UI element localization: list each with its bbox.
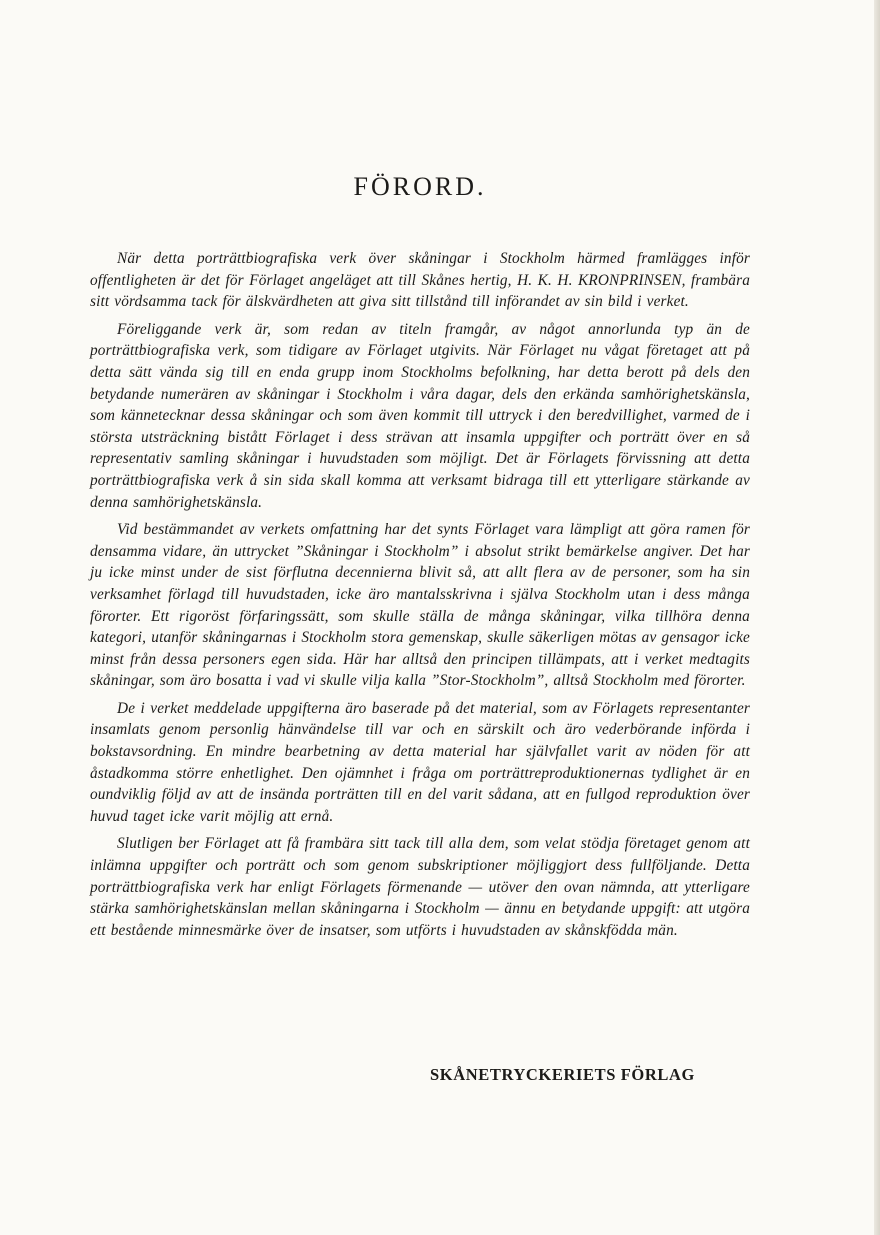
paragraph: De i verket meddelade uppgifterna äro baserade på det material, som av Förlagets representanter insamlats genom personlig hänvändelse till var och en särskilt och äro vederbörande införda i bokstavsordning. En mindre bearbetning av detta material har självfallet varit av nöden för att åstadkomma större enhetlighet. Den ojämnhet i fråga om porträttreproduktionernas tydlighet är en oundviklig följd av att de insända porträtten till en del varit sådana, att en fullgod reproduktion över huvud taget icke varit möjlig att ernå.: [90, 699, 750, 825]
publisher-signature: SKÅNETRYCKERIETS FÖRLAG: [430, 1065, 695, 1084]
paragraph: När detta porträttbiografiska verk över skåningar i Stockholm härmed framlägges inför offentligheten är det för Förlaget angeläget att till Skånes hertig, H. K. H. KRONPRINSEN, frambära sitt vördsamma tack för älskvärdheten att giva sitt tillstånd till införandet av sin bild i verket.: [90, 250, 750, 311]
paragraph: Vid bestämmandet av verkets omfattning har det synts Förlaget vara lämpligt att göra ramen för densamma vidare, än uttrycket ”Skåningar i Stockholm” i absolut strikt bemärkelse angiver. Det har ju icke minst under de sist förflutna decennierna blivit så, att allt flera av de personer, som ha sin verksamhet förlagd till huvudstaden, icke äro mantalsskrivna i själva Stockholm utan i dess många förorter. Ett rigoröst förfaringssätt, som skulle ställa de många skåningar, vilka tillhöra denna kategori, utanför skåningarnas i Stockholm stora gemenskap, skulle säkerligen mötas av gensagor icke minst från dessa personers egen sida. Här har alltså den principen tillämpats, att i verket medtagits skåningar, som äro bosatta i vad vi skulle vilja kalla ”Stor-Stockholm”, alltså Stockholm med förorter.: [90, 521, 750, 690]
paragraph: Föreliggande verk är, som redan av titeln framgår, av något annorlunda typ än de porträttbiografiska verk, som tidigare av Förlaget utgivits. När Förlaget nu vågat företaget att på detta sätt vända sig till en enda grupp inom Stockholms befolkning, har detta berott på dels den betydande numerären av skåningar i Stockholm i våra dagar, dels den erkända samhörighetskänsla, som kännetecknar dessa skåningar och som även kommit till uttryck i den beredvillighet, varmed de i största utsträckning bistått Förlaget i dess strävan att insamla uppgifter och porträtt över en så representativ samling skåningar i huvudstaden som möjligt. Det är Förlagets förvissning att detta porträttbiografiska verk å sin sida skall komma att verksamt bidraga till ett ytterligare stärkande av denna samhörighetskänsla.: [90, 320, 750, 511]
paragraph: Slutligen ber Förlaget att få frambära sitt tack till alla dem, som velat stödja företaget genom att inlämna uppgifter och porträtt och som genom subskriptioner möjliggjort dess fullföljande. Detta porträttbiografiska verk har enligt Förlagets förmenande — utöver den ovan nämnda, att ytterligare stärka samhörighetskänslan mellan skåningarna i Stockholm — ännu en betydande uppgift: att utgöra ett bestående minnesmärke över de insatser, som utförts i huvudstaden av skånskfödda män.: [90, 835, 750, 939]
page-title: FÖRORD.: [353, 172, 487, 201]
page-edge: [874, 0, 880, 1235]
foreword-body: [90, 248, 750, 947]
